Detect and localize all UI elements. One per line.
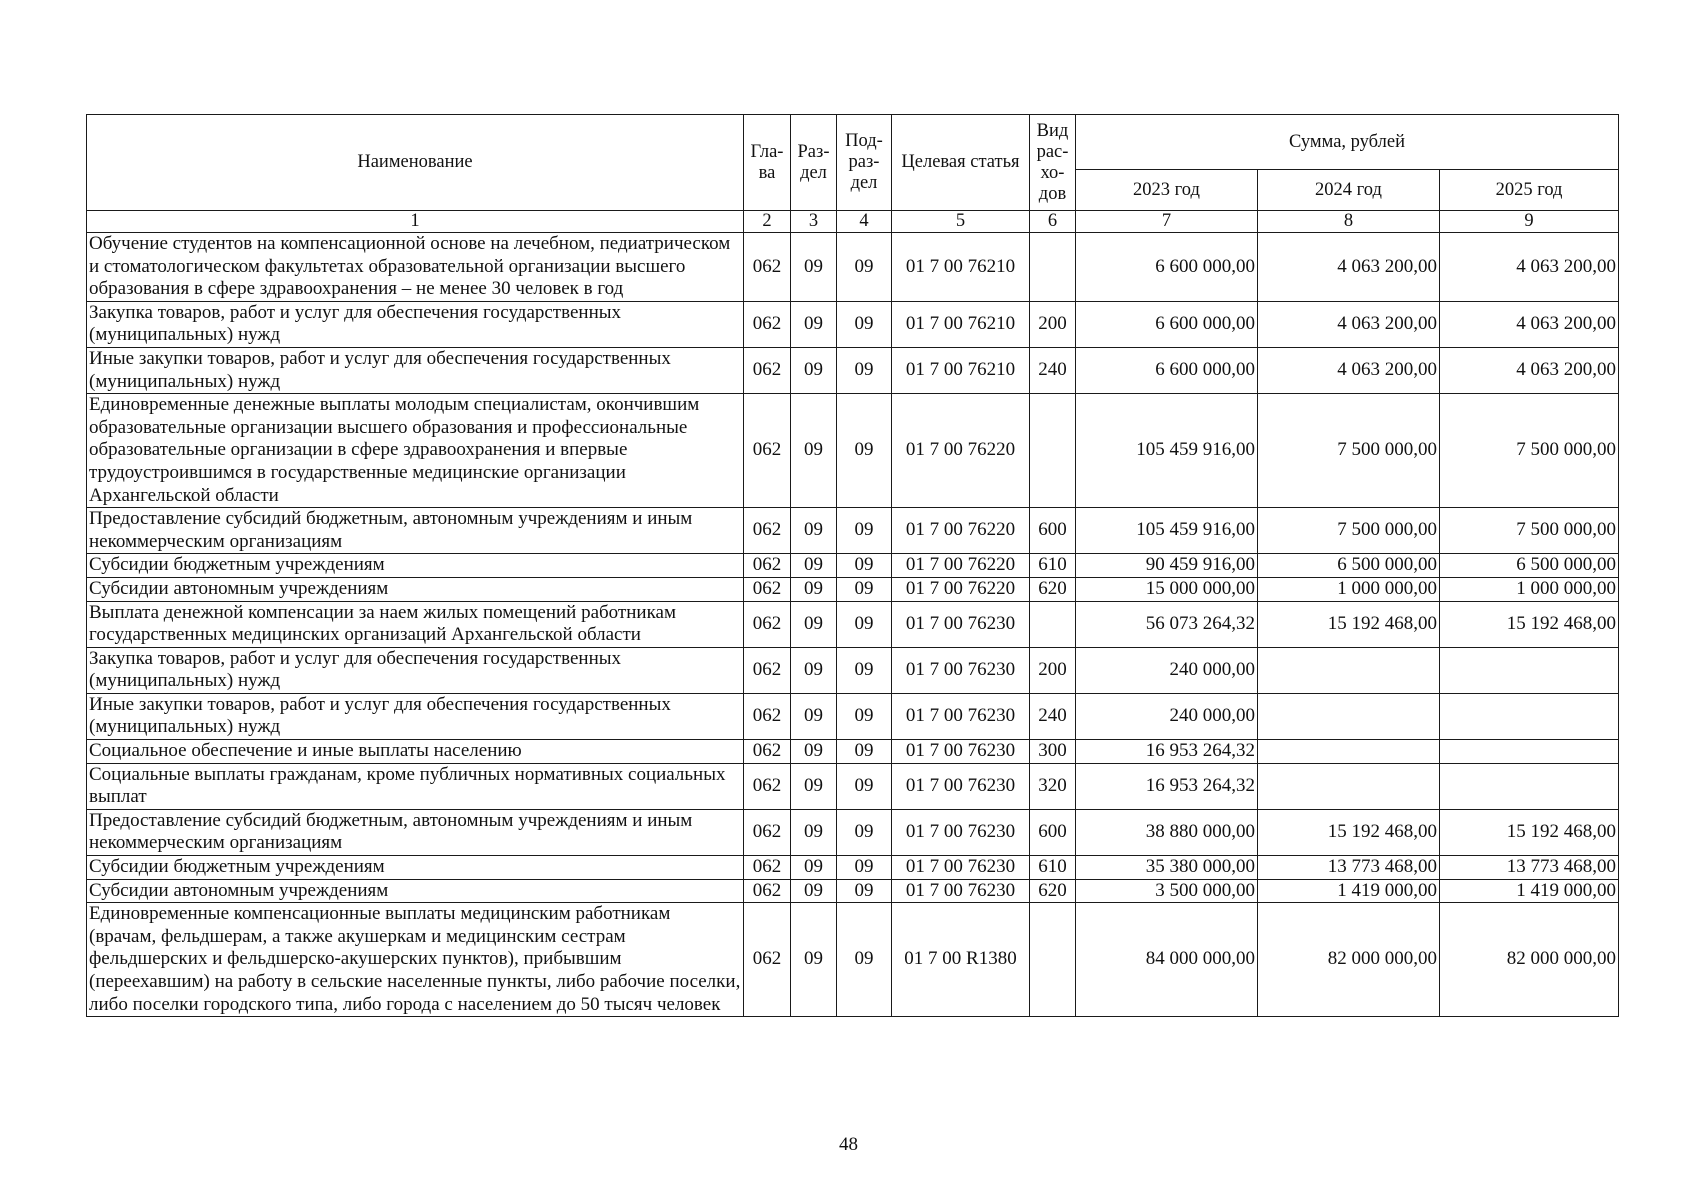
expense-type-cell: 620 (1030, 577, 1076, 601)
chapter-cell: 062 (744, 394, 791, 508)
sum-2023-cell: 16 953 264,32 (1076, 763, 1258, 809)
sum-2024-cell: 13 773 468,00 (1258, 856, 1440, 880)
sum-2023-cell: 240 000,00 (1076, 693, 1258, 739)
sum-2024-cell: 4 063 200,00 (1258, 233, 1440, 302)
column-number: 3 (791, 211, 837, 233)
header-year-2024: 2024 год (1258, 170, 1440, 211)
table-row (87, 394, 1619, 508)
sum-2024-cell: 1 000 000,00 (1258, 577, 1440, 601)
column-number-row (87, 211, 1619, 233)
table-row (87, 601, 1619, 647)
target-article-cell: 01 7 00 76230 (892, 856, 1030, 880)
expense-type-cell: 240 (1030, 693, 1076, 739)
chapter-cell: 062 (744, 809, 791, 855)
expense-type-cell: 240 (1030, 347, 1076, 393)
subsection-cell: 09 (837, 394, 892, 508)
sum-2025-cell (1440, 647, 1619, 693)
row-name-cell: Единовременные компенсационные выплаты медицинским работникам (врачам, фельдшерам, а также акушеркам и медицинским сестрам фельдшерских и фельдшерско-акушерских пунктов), прибывшим (переехавшим) на работу в сельские населенные пункты, либо рабочие поселки, либо поселки городского типа, либо города с населением до 50 тысяч человек (87, 903, 744, 1017)
expense-type-cell: 300 (1030, 740, 1076, 764)
row-name-cell: Закупка товаров, работ и услуг для обеспечения государственных (муниципальных) нужд (87, 301, 744, 347)
target-article-cell: 01 7 00 76220 (892, 554, 1030, 578)
subsection-cell: 09 (837, 809, 892, 855)
sum-2025-cell: 6 500 000,00 (1440, 554, 1619, 578)
section-cell: 09 (791, 647, 837, 693)
expense-type-cell: 610 (1030, 554, 1076, 578)
subsection-cell: 09 (837, 577, 892, 601)
section-cell: 09 (791, 508, 837, 554)
row-name-cell: Закупка товаров, работ и услуг для обеспечения государственных (муниципальных) нужд (87, 647, 744, 693)
column-number: 5 (892, 211, 1030, 233)
chapter-cell: 062 (744, 693, 791, 739)
chapter-cell: 062 (744, 903, 791, 1017)
section-cell: 09 (791, 693, 837, 739)
chapter-cell: 062 (744, 233, 791, 302)
sum-2023-cell: 6 600 000,00 (1076, 233, 1258, 302)
section-cell: 09 (791, 903, 837, 1017)
chapter-cell: 062 (744, 740, 791, 764)
target-article-cell: 01 7 00 76220 (892, 508, 1030, 554)
sum-2025-cell: 4 063 200,00 (1440, 301, 1619, 347)
target-article-cell: 01 7 00 76230 (892, 740, 1030, 764)
table-row (87, 693, 1619, 739)
row-name-cell: Предоставление субсидий бюджетным, автономным учреждениям и иным некоммерческим организациям (87, 508, 744, 554)
sum-2025-cell (1440, 763, 1619, 809)
table-row (87, 763, 1619, 809)
subsection-cell: 09 (837, 647, 892, 693)
row-name-cell: Единовременные денежные выплаты молодым специалистам, окончившим образовательные организации высшего образования и профессиональные образовательные организации в сфере здравоохранения и впервые трудоустроившимся в государственные медицинские организации Архангельской области (87, 394, 744, 508)
expense-type-cell (1030, 233, 1076, 302)
sum-2023-cell: 90 459 916,00 (1076, 554, 1258, 578)
sum-2023-cell: 105 459 916,00 (1076, 508, 1258, 554)
subsection-cell: 09 (837, 763, 892, 809)
sum-2023-cell: 84 000 000,00 (1076, 903, 1258, 1017)
chapter-cell: 062 (744, 647, 791, 693)
row-name-cell: Субсидии автономным учреждениям (87, 577, 744, 601)
row-name-cell: Предоставление субсидий бюджетным, автономным учреждениям и иным некоммерческим организациям (87, 809, 744, 855)
table-row (87, 301, 1619, 347)
row-name-cell: Иные закупки товаров, работ и услуг для обеспечения государственных (муниципальных) нужд (87, 693, 744, 739)
table-row (87, 577, 1619, 601)
section-cell: 09 (791, 601, 837, 647)
subsection-cell: 09 (837, 233, 892, 302)
target-article-cell: 01 7 00 76230 (892, 809, 1030, 855)
sum-2023-cell: 105 459 916,00 (1076, 394, 1258, 508)
sum-2024-cell: 4 063 200,00 (1258, 347, 1440, 393)
column-number: 1 (87, 211, 744, 233)
chapter-cell: 062 (744, 601, 791, 647)
subsection-cell: 09 (837, 856, 892, 880)
table-row (87, 508, 1619, 554)
target-article-cell: 01 7 00 76230 (892, 647, 1030, 693)
budget-table (86, 114, 1619, 1017)
table-row (87, 856, 1619, 880)
expense-type-cell: 600 (1030, 508, 1076, 554)
sum-2023-cell: 38 880 000,00 (1076, 809, 1258, 855)
sum-2023-cell: 6 600 000,00 (1076, 301, 1258, 347)
sum-2024-cell (1258, 740, 1440, 764)
target-article-cell: 01 7 00 R1380 (892, 903, 1030, 1017)
sum-2024-cell: 7 500 000,00 (1258, 394, 1440, 508)
expense-type-cell: 200 (1030, 301, 1076, 347)
section-cell: 09 (791, 879, 837, 903)
sum-2023-cell: 16 953 264,32 (1076, 740, 1258, 764)
sum-2025-cell: 82 000 000,00 (1440, 903, 1619, 1017)
sum-2024-cell: 15 192 468,00 (1258, 601, 1440, 647)
sum-2023-cell: 15 000 000,00 (1076, 577, 1258, 601)
chapter-cell: 062 (744, 577, 791, 601)
header-chapter: Гла- ва (744, 115, 791, 211)
expense-type-cell: 620 (1030, 879, 1076, 903)
target-article-cell: 01 7 00 76230 (892, 763, 1030, 809)
header-name: Наименование (87, 115, 744, 211)
row-name-cell: Выплата денежной компенсации за наем жилых помещений работникам государственных медицинских организаций Архангельской области (87, 601, 744, 647)
column-number: 9 (1440, 211, 1619, 233)
table-body (87, 233, 1619, 1017)
section-cell: 09 (791, 394, 837, 508)
target-article-cell: 01 7 00 76210 (892, 301, 1030, 347)
sum-2025-cell (1440, 740, 1619, 764)
chapter-cell: 062 (744, 554, 791, 578)
sum-2025-cell: 13 773 468,00 (1440, 856, 1619, 880)
table-row (87, 347, 1619, 393)
column-number: 8 (1258, 211, 1440, 233)
sum-2023-cell: 6 600 000,00 (1076, 347, 1258, 393)
section-cell: 09 (791, 856, 837, 880)
header-subsection: Под- раз- дел (837, 115, 892, 211)
subsection-cell: 09 (837, 903, 892, 1017)
target-article-cell: 01 7 00 76220 (892, 577, 1030, 601)
column-number: 4 (837, 211, 892, 233)
expense-type-cell: 600 (1030, 809, 1076, 855)
subsection-cell: 09 (837, 301, 892, 347)
sum-2024-cell: 15 192 468,00 (1258, 809, 1440, 855)
target-article-cell: 01 7 00 76230 (892, 601, 1030, 647)
row-name-cell: Социальные выплаты гражданам, кроме публичных нормативных социальных выплат (87, 763, 744, 809)
section-cell: 09 (791, 809, 837, 855)
chapter-cell: 062 (744, 879, 791, 903)
table-row (87, 647, 1619, 693)
column-number: 6 (1030, 211, 1076, 233)
subsection-cell: 09 (837, 879, 892, 903)
sum-2024-cell: 4 063 200,00 (1258, 301, 1440, 347)
expense-type-cell: 200 (1030, 647, 1076, 693)
sum-2024-cell (1258, 647, 1440, 693)
sum-2025-cell (1440, 693, 1619, 739)
subsection-cell: 09 (837, 347, 892, 393)
table-row (87, 554, 1619, 578)
chapter-cell: 062 (744, 347, 791, 393)
subsection-cell: 09 (837, 601, 892, 647)
sum-2025-cell: 4 063 200,00 (1440, 233, 1619, 302)
sum-2025-cell: 15 192 468,00 (1440, 809, 1619, 855)
page-number: 48 (839, 1134, 858, 1155)
expense-type-cell (1030, 903, 1076, 1017)
expense-type-cell (1030, 601, 1076, 647)
section-cell: 09 (791, 740, 837, 764)
section-cell: 09 (791, 577, 837, 601)
sum-2025-cell: 4 063 200,00 (1440, 347, 1619, 393)
section-cell: 09 (791, 233, 837, 302)
sum-2024-cell: 82 000 000,00 (1258, 903, 1440, 1017)
chapter-cell: 062 (744, 763, 791, 809)
sum-2024-cell (1258, 693, 1440, 739)
header-year-2025: 2025 год (1440, 170, 1619, 211)
sum-2025-cell: 15 192 468,00 (1440, 601, 1619, 647)
sum-2023-cell: 3 500 000,00 (1076, 879, 1258, 903)
section-cell: 09 (791, 763, 837, 809)
row-name-cell: Иные закупки товаров, работ и услуг для обеспечения государственных (муниципальных) нужд (87, 347, 744, 393)
target-article-cell: 01 7 00 76230 (892, 693, 1030, 739)
header-section: Раз- дел (791, 115, 837, 211)
expense-type-cell (1030, 394, 1076, 508)
subsection-cell: 09 (837, 508, 892, 554)
header-year-2023: 2023 год (1076, 170, 1258, 211)
chapter-cell: 062 (744, 301, 791, 347)
subsection-cell: 09 (837, 740, 892, 764)
row-name-cell: Субсидии бюджетным учреждениям (87, 554, 744, 578)
chapter-cell: 062 (744, 508, 791, 554)
expense-type-cell: 610 (1030, 856, 1076, 880)
section-cell: 09 (791, 347, 837, 393)
sum-2024-cell (1258, 763, 1440, 809)
target-article-cell: 01 7 00 76220 (892, 394, 1030, 508)
column-number: 2 (744, 211, 791, 233)
target-article-cell: 01 7 00 76230 (892, 879, 1030, 903)
header-target-article: Целевая статья (892, 115, 1030, 211)
row-name-cell: Обучение студентов на компенсационной основе на лечебном, педиатрическом и стоматологическом факультетах образовательной организации высшего образования в сфере здравоохранения – не менее 30 человек в год (87, 233, 744, 302)
header-expense-type: Вид рас- хо- дов (1030, 115, 1076, 211)
section-cell: 09 (791, 301, 837, 347)
table-row (87, 809, 1619, 855)
sum-2025-cell: 7 500 000,00 (1440, 394, 1619, 508)
sum-2023-cell: 240 000,00 (1076, 647, 1258, 693)
sum-2025-cell: 1 419 000,00 (1440, 879, 1619, 903)
chapter-cell: 062 (744, 856, 791, 880)
table-row (87, 879, 1619, 903)
subsection-cell: 09 (837, 554, 892, 578)
header-sum: Сумма, рублей (1076, 115, 1619, 170)
sum-2025-cell: 7 500 000,00 (1440, 508, 1619, 554)
subsection-cell: 09 (837, 693, 892, 739)
row-name-cell: Социальное обеспечение и иные выплаты населению (87, 740, 744, 764)
sum-2024-cell: 6 500 000,00 (1258, 554, 1440, 578)
target-article-cell: 01 7 00 76210 (892, 347, 1030, 393)
table-row (87, 740, 1619, 764)
table-row (87, 233, 1619, 302)
sum-2023-cell: 35 380 000,00 (1076, 856, 1258, 880)
expense-type-cell: 320 (1030, 763, 1076, 809)
table-row (87, 903, 1619, 1017)
sum-2025-cell: 1 000 000,00 (1440, 577, 1619, 601)
row-name-cell: Субсидии автономным учреждениям (87, 879, 744, 903)
sum-2023-cell: 56 073 264,32 (1076, 601, 1258, 647)
target-article-cell: 01 7 00 76210 (892, 233, 1030, 302)
column-number: 7 (1076, 211, 1258, 233)
row-name-cell: Субсидии бюджетным учреждениям (87, 856, 744, 880)
section-cell: 09 (791, 554, 837, 578)
sum-2024-cell: 1 419 000,00 (1258, 879, 1440, 903)
sum-2024-cell: 7 500 000,00 (1258, 508, 1440, 554)
